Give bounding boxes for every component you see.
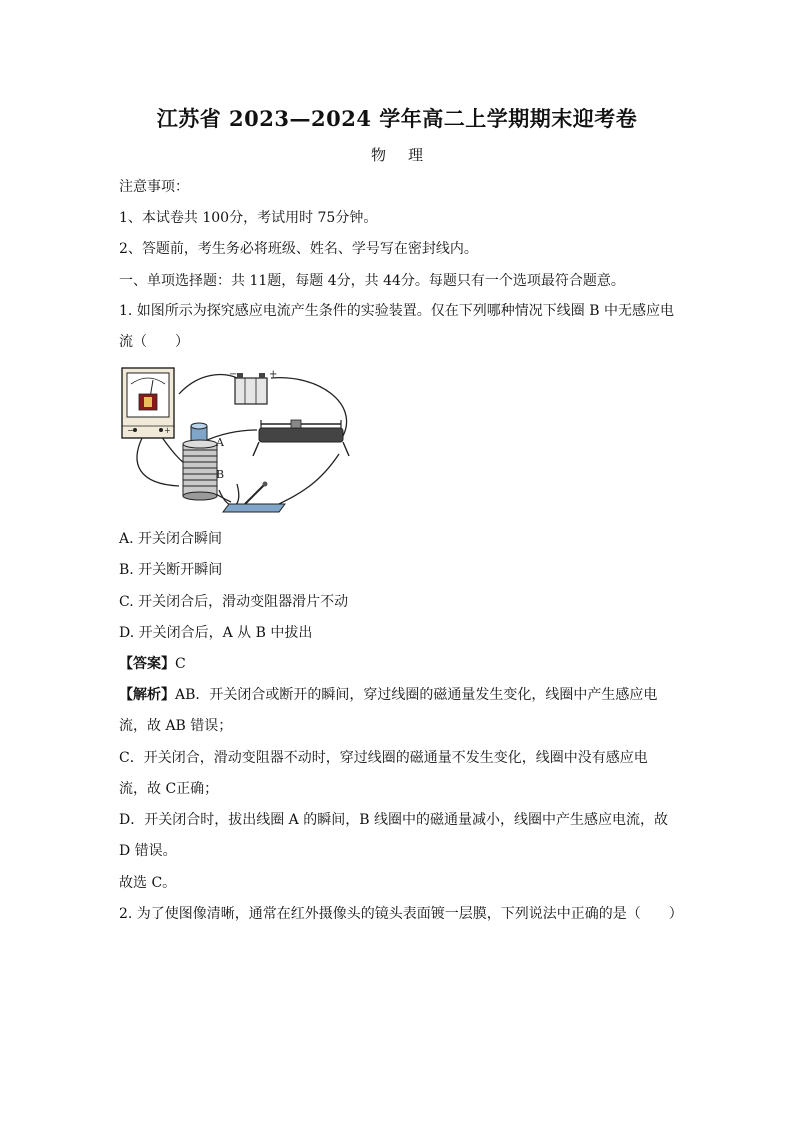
q1-stem-line2: 流（ ） <box>119 334 189 350</box>
battery-minus-label: − <box>229 369 238 380</box>
coil-a-label: A <box>216 436 224 449</box>
answer-label: 【答案】 <box>119 656 175 672</box>
analysis-text-1: AB．开关闭合或断开的瞬间，穿过线圈的磁通量发生变化，线圈中产生感应电 <box>175 687 658 703</box>
svg-text:−: − <box>127 426 134 435</box>
q2-stem: 2. 为了使图像清晰，通常在红外摄像头的镜头表面镀一层膜，下列说法中正确的是（ ） <box>119 906 683 922</box>
q1-analysis-line5: D．开关闭合时，拔出线圈 A 的瞬间，B 线圈中的磁通量减小，线圈中产生感应电流，故 <box>119 812 668 828</box>
q1-option-d: D. 开关闭合后，A 从 B 中拔出 <box>119 625 313 641</box>
q1-stem-line1: 1. 如图所示为探究感应电流产生条件的实验装置。仅在下列哪种情况下线圈 B 中无感应电 <box>119 303 674 319</box>
note-item-2: 2、答题前，考生务必将班级、姓名、学号写在密封线内。 <box>119 241 478 257</box>
section-heading: 一、单项选择题：共 11题，每题 4分，共 44分。每题只有一个选项最符合题意。 <box>119 273 625 289</box>
battery-icon <box>229 369 277 404</box>
answer-value: C <box>175 656 186 672</box>
rheostat-icon <box>253 420 349 456</box>
galvanometer-icon <box>122 368 174 438</box>
q1-analysis-line3: C．开关闭合，滑动变阻器不动时，穿过线圈的磁通量不发生变化，线圈中没有感应电 <box>119 750 648 766</box>
coil-icon <box>183 423 225 500</box>
induction-experiment-figure <box>119 364 353 516</box>
note-item-1: 1、本试卷共 100分，考试用时 75分钟。 <box>119 210 378 226</box>
notes-heading: 注意事项： <box>119 179 189 195</box>
switch-icon <box>223 482 285 513</box>
battery-plus-label: + <box>269 369 278 380</box>
q1-analysis-line2: 流，故 AB 错误； <box>119 718 233 734</box>
q1-option-a: A. 开关闭合瞬间 <box>119 531 223 547</box>
q1-option-c: C. 开关闭合后，滑动变阻器滑片不动 <box>119 594 349 610</box>
q1-analysis-line4: 流，故 C正确； <box>119 781 219 797</box>
q1-analysis-line6: D 错误。 <box>119 843 177 859</box>
exam-title: 江苏省 2023—2024 学年高二上学期期末迎考卷 <box>156 106 638 131</box>
analysis-label: 【解析】 <box>119 687 175 703</box>
q1-analysis-line7: 故选 C。 <box>119 875 177 891</box>
coil-b-label: B <box>216 468 225 481</box>
subject-label: 物理 <box>370 146 445 164</box>
q1-option-b: B. 开关断开瞬间 <box>119 562 223 578</box>
q1-answer <box>119 655 186 673</box>
svg-text:+: + <box>164 426 171 435</box>
q1-analysis-line1 <box>119 686 657 704</box>
